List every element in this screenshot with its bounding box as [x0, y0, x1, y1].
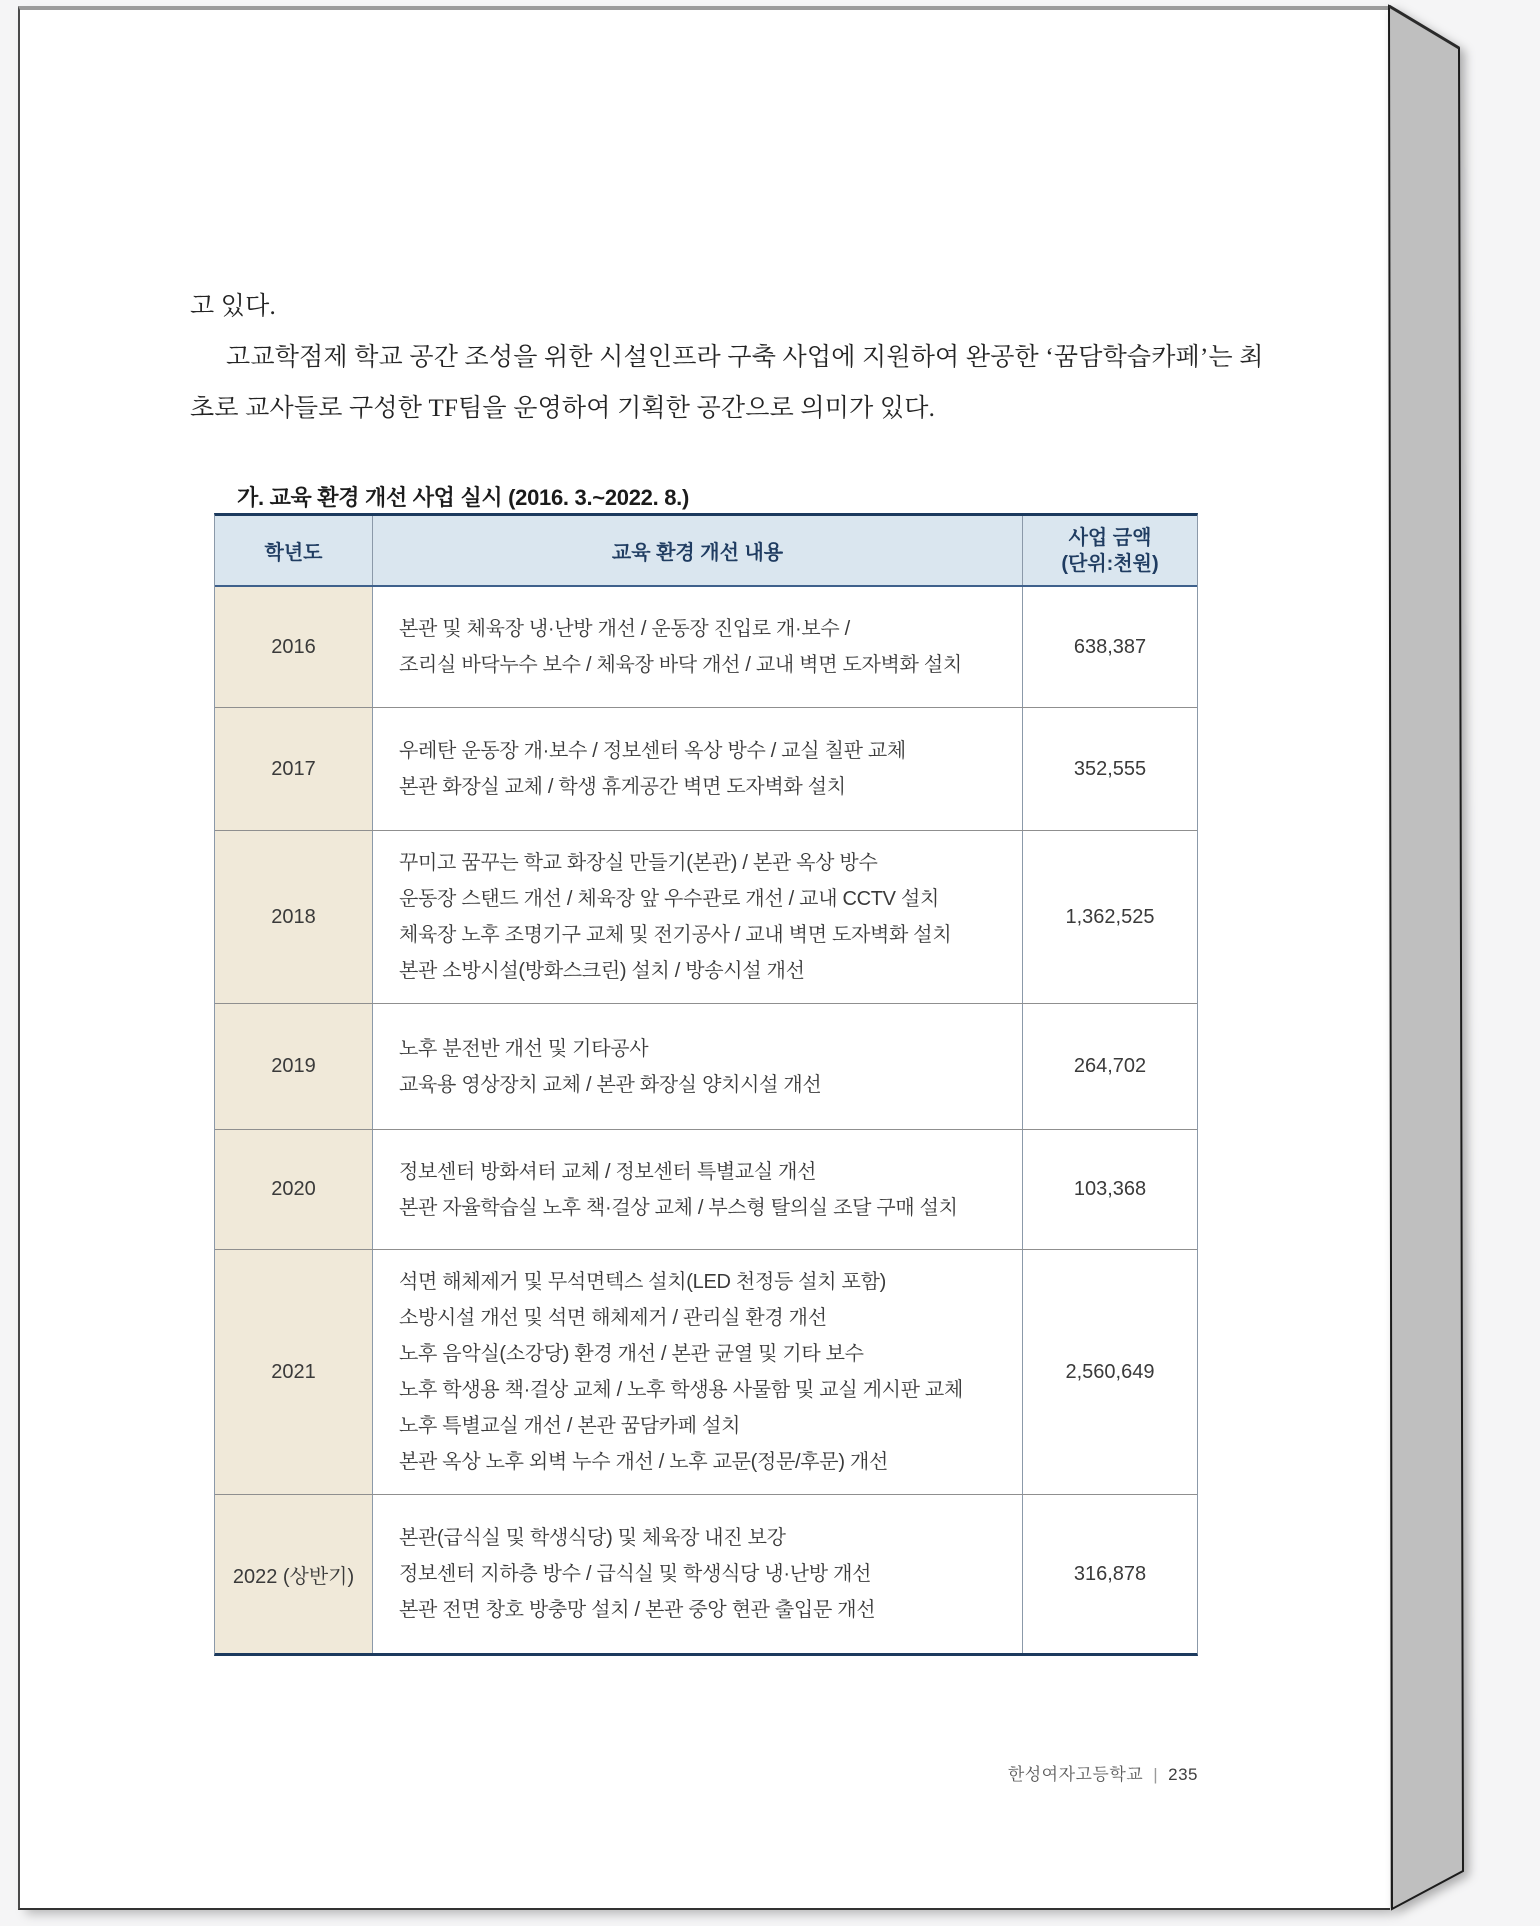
content-line: 노후 학생용 책·걸상 교체 / 노후 학생용 사물함 및 교실 게시판 교체 — [399, 1379, 963, 1401]
content-line: 석면 해체제거 및 무석면텍스 설치(LED 천정등 설치 포함) — [399, 1271, 886, 1293]
page-footer — [214, 1760, 1198, 1785]
content-line: 조리실 바닥누수 보수 / 체육장 바닥 개선 / 교내 벽면 도자벽화 설치 — [399, 654, 962, 676]
year-cell: 2021 — [215, 1250, 373, 1494]
amount-cell: 264,702 — [1073, 1055, 1147, 1077]
content-line: 소방시설 개선 및 석면 해체제거 / 관리실 환경 개선 — [399, 1307, 827, 1329]
table-row — [215, 831, 1197, 1004]
year-cell: 2019 — [215, 1004, 373, 1129]
content-line: 정보센터 방화셔터 교체 / 정보센터 특별교실 개선 — [399, 1160, 817, 1183]
amount-cell: 2,560,649 — [1065, 1360, 1155, 1383]
table-row — [215, 708, 1197, 831]
content-cell — [373, 1004, 1023, 1129]
table-row — [215, 1130, 1197, 1250]
content-line: 노후 특별교실 개선 / 본관 꿈담카페 설치 — [399, 1415, 741, 1437]
content-line: 본관 옥상 노후 외벽 누수 개선 / 노후 교문(정문/후문) 개선 — [399, 1451, 888, 1473]
year-cell: 2017 — [215, 708, 373, 830]
content-line: 본관(급식실 및 학생식당) 및 체육장 내진 보강 — [399, 1527, 786, 1549]
header-amount — [1023, 516, 1197, 585]
content-line: 노후 분전반 개선 및 기타공사 — [399, 1037, 649, 1060]
intro-line-1: 고 있다. — [190, 293, 276, 320]
header-year: 학년도 — [215, 516, 373, 585]
amount-cell: 638,387 — [1073, 635, 1147, 658]
intro-line-2: 고교학점제 학교 공간 조성을 위한 시설인프라 구축 사업에 지원하여 완공한 ‘꿈담학습카페’는 최 — [226, 344, 1264, 371]
content-line: 본관 화장실 교체 / 학생 휴게공간 벽면 도자벽화 설치 — [399, 776, 846, 798]
amount-cell: 316,878 — [1073, 1562, 1147, 1585]
table-body — [215, 587, 1197, 1653]
content-line: 본관 자율학습실 노후 책·걸상 교체 / 부스형 탈의실 조달 구매 설치 — [399, 1196, 958, 1219]
content-cell — [373, 1495, 1023, 1653]
content-line: 우레탄 운동장 개·보수 / 정보센터 옥상 방수 / 교실 칠판 교체 — [399, 740, 906, 762]
content-line: 본관 및 체육장 냉·난방 개선 / 운동장 진입로 개·보수 / — [399, 618, 850, 640]
footer-separator: | — [1153, 1765, 1159, 1784]
header-content: 교육 환경 개선 내용 — [373, 516, 1023, 585]
content-line: 본관 소방시설(방화스크린) 설치 / 방송시설 개선 — [399, 960, 805, 982]
table-row — [215, 1250, 1197, 1495]
content-cell — [373, 1130, 1023, 1249]
footer-page-number: 235 — [1168, 1765, 1198, 1784]
amount-cell: 103,368 — [1073, 1178, 1147, 1200]
year-cell: 2020 — [215, 1130, 373, 1249]
content-cell — [373, 1250, 1023, 1494]
table-row — [215, 1495, 1197, 1653]
intro-line-3: 초로 교사들로 구성한 TF팀을 운영하여 기획한 공간으로 의미가 있다. — [190, 395, 936, 422]
content-line: 운동장 스탠드 개선 / 체육장 앞 우수관로 개선 / 교내 CCTV 설치 — [399, 888, 940, 910]
content-line: 정보센터 지하층 방수 / 급식실 및 학생식당 냉·난방 개선 — [399, 1563, 872, 1585]
content-cell — [373, 831, 1023, 1003]
intro-paragraph — [190, 281, 1370, 434]
content-line: 체육장 노후 조명기구 교체 및 전기공사 / 교내 벽면 도자벽화 설치 — [399, 924, 952, 946]
content-line: 교육용 영상장치 교체 / 본관 화장실 양치시설 개선 — [399, 1073, 822, 1096]
content-cell — [373, 708, 1023, 830]
table-header-row — [215, 516, 1197, 587]
table-title: 가. 교육 환경 개선 사업 실시 (2016. 3.~2022. 8.) — [237, 485, 689, 510]
year-cell: 2018 — [215, 831, 373, 1003]
year-cell: 2016 — [215, 587, 373, 707]
header-amount-line1: 사업 금액 — [1068, 526, 1152, 549]
page-edge-polygon — [1389, 6, 1463, 1909]
table-row — [215, 1004, 1197, 1130]
content-cell — [373, 587, 1023, 707]
amount-cell: 1,362,525 — [1065, 905, 1155, 928]
header-amount-line2: (단위:천원) — [1061, 552, 1159, 575]
content-line: 노후 음악실(소강당) 환경 개선 / 본관 균열 및 기타 보수 — [399, 1343, 864, 1365]
content-line: 본관 전면 창호 방충망 설치 / 본관 중앙 현관 출입문 개선 — [399, 1599, 876, 1621]
year-cell: 2022 (상반기) — [215, 1495, 373, 1653]
improvement-table — [214, 513, 1198, 1656]
amount-cell: 352,555 — [1073, 757, 1147, 780]
content-line: 꾸미고 꿈꾸는 학교 화장실 만들기(본관) / 본관 옥상 방수 — [399, 852, 878, 874]
footer-school-name: 한성여자고등학교 — [1007, 1765, 1144, 1784]
table-row — [215, 587, 1197, 708]
page-corner-fold-line — [1389, 6, 1459, 48]
